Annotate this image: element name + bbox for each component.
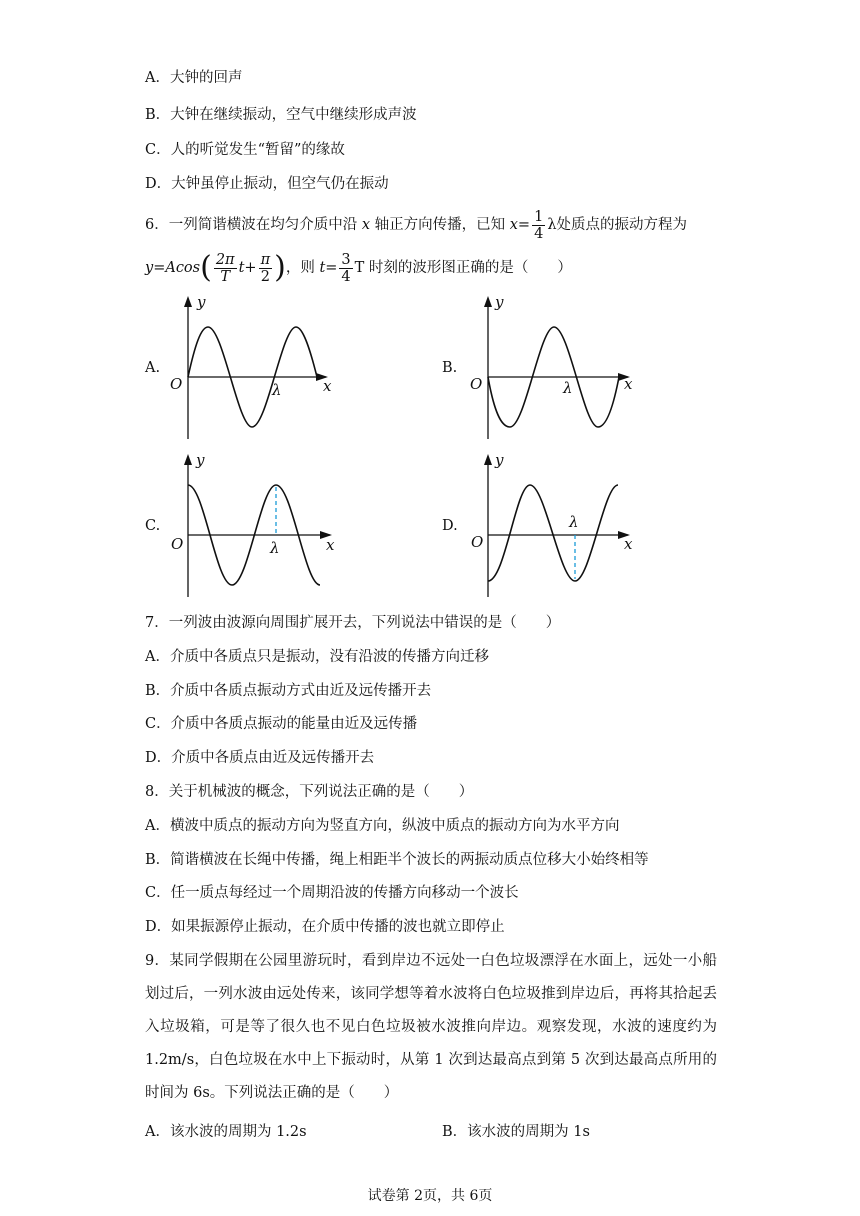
q6-wave-graph-d xyxy=(468,451,648,601)
q9-option-b: B．该水波的周期为 1s xyxy=(442,1124,590,1140)
page-footer: 试卷第 2页，共 6页 xyxy=(367,1188,493,1204)
graph-c-y-label: y xyxy=(196,451,205,469)
graph-a-lambda: λ xyxy=(272,381,282,399)
graph-b-lambda: λ xyxy=(563,379,573,397)
graph-c-lambda: λ xyxy=(270,539,280,557)
q6-fraction-quarter: $\frac{1}{4}$ xyxy=(534,208,544,242)
q5-option-b: B．大钟在继续振动，空气中继续形成声波 xyxy=(145,107,417,123)
graph-c-origin: O xyxy=(171,535,184,553)
q9-stem: 9．某同学假期在公园里游玩时，看到岸边不远处一白色垃圾漂浮在水面上，远处一小船划过后，一列水波由远处传来，该同学想等着水波将白色垃圾推到岸边后，再将其拾起丢入垃圾箱，可是等了很久也不见白色垃圾被水波推向岸边。观察发现，水波的速度约为 1.2m/s，白色垃圾在水中上下振动时，从第 1 次到达最高点到第 5 次到达最高点所用的时间为 6s。下列说法正确的是（ ） xyxy=(145,953,717,1101)
graph-d-origin: O xyxy=(471,533,484,551)
q6-graph-b-label: B. xyxy=(442,360,458,376)
q6-wave-graph-b xyxy=(468,293,648,443)
q5-option-a: A．大钟的回声 xyxy=(145,70,243,86)
q8-option-a: A．横波中质点的振动方向为竖直方向，纵波中质点的振动方向为水平方向 xyxy=(145,818,620,834)
q6-wave-graph-a xyxy=(168,293,348,443)
q7-option-b: B．介质中各质点振动方式由近及远传播开去 xyxy=(145,683,432,699)
q6-equation: y=Acos xyxy=(145,260,201,276)
q7-option-a: A．介质中各质点只是振动，没有沿波的传播方向迁移 xyxy=(145,649,489,665)
q8-option-d: D．如果振源停止振动，在介质中传播的波也就立即停止 xyxy=(145,919,505,935)
q5-option-c: C．人的听觉发生“暂留”的缘故 xyxy=(145,142,345,158)
q6-stem-line1: 6．一列简谐横波在均匀介质中沿 x 轴正方向传播，已知 x= $\frac{1}{4}$ λ处质点的振动方程为 xyxy=(145,208,688,242)
graph-b-x-label: x xyxy=(624,375,633,393)
q8-stem: 8．关于机械波的概念，下列说法正确的是（ ） xyxy=(145,784,474,800)
graph-d-x-label: x xyxy=(624,535,633,553)
graph-b-origin: O xyxy=(470,375,483,393)
q7-option-d: D．介质中各质点由近及远传播开去 xyxy=(145,750,375,766)
q6-graph-d-label: D. xyxy=(442,518,458,534)
q9-option-a: A．该水波的周期为 1.2s xyxy=(145,1124,307,1140)
graph-c-x-label: x xyxy=(326,536,335,554)
q5-option-d: D．大钟虽停止振动，但空气仍在振动 xyxy=(145,176,389,192)
q7-stem: 7．一列波由波源向周围扩展开去，下列说法中错误的是（ ） xyxy=(145,615,561,631)
q6-graph-a-label: A. xyxy=(145,360,161,376)
graph-b-y-label: y xyxy=(495,293,504,311)
q8-option-b: B．简谐横波在长绳中传播，绳上相距半个波长的两振动质点位移大小始终相等 xyxy=(145,852,649,868)
q6-graph-c-label: C. xyxy=(145,518,161,534)
graph-a-y-label: y xyxy=(197,293,206,311)
q8-option-c: C．任一质点每经过一个周期沿波的传播方向移动一个波长 xyxy=(145,885,519,901)
q6-fraction-three-quarters: $\frac{3}{4}$ xyxy=(341,251,351,285)
graph-d-lambda: λ xyxy=(569,513,579,531)
graph-d-y-label: y xyxy=(495,451,504,469)
q6-wave-graph-c xyxy=(168,451,348,601)
graph-a-origin: O xyxy=(170,375,183,393)
graph-a-x-label: x xyxy=(323,377,332,395)
q7-option-c: C．介质中各质点振动的能量由近及远传播 xyxy=(145,716,418,732)
q6-stem-line2: y=Acos( $\frac{2\pi}{T}$ t+ $\frac{\pi}{2}$ )，则 t= $\frac{3}{4}$ T 时刻的波形图正确的是（ ） xyxy=(145,250,572,285)
